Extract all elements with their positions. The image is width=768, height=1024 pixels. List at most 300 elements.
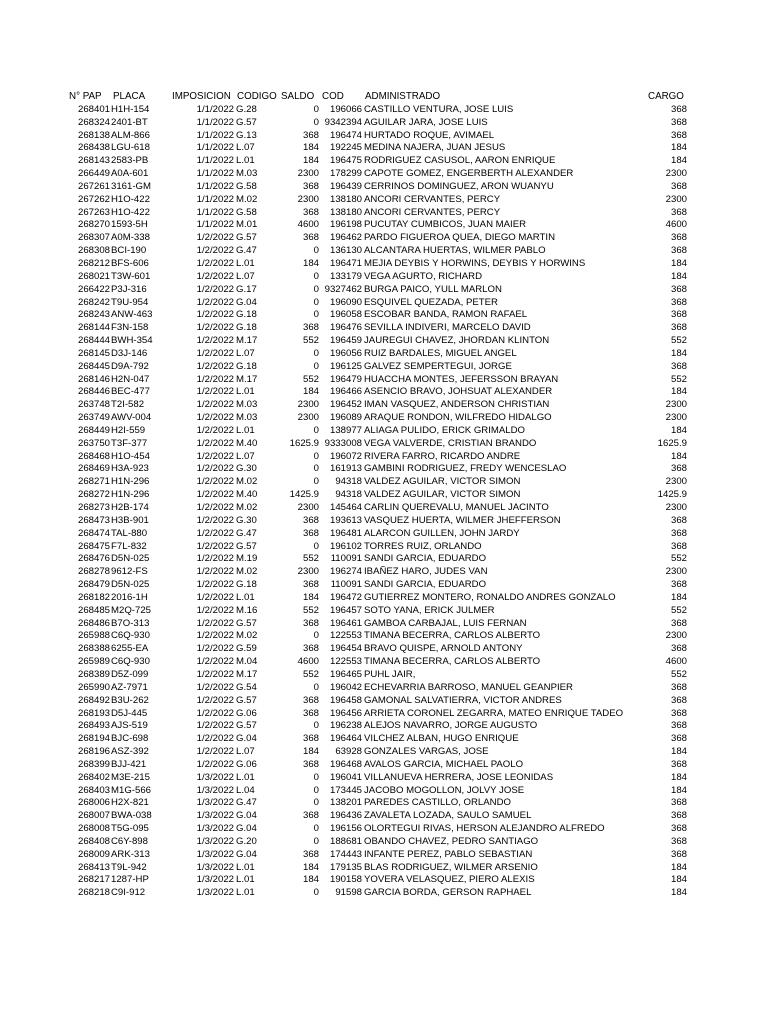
- cell-placa: T5G-095: [111, 823, 149, 835]
- cell-placa: F7L-832: [111, 540, 147, 552]
- cell-saldo: 0: [313, 771, 319, 783]
- cell-placa: T9L-942: [111, 861, 147, 873]
- cell-placa: H1O-422: [111, 206, 150, 218]
- cell-npap: 268399: [77, 758, 110, 770]
- cell-imposicion: 1/2/2022: [196, 283, 234, 295]
- cell-placa: H2X-821: [111, 797, 149, 809]
- cell-cargo: 184: [670, 591, 687, 603]
- cell-administrado: IBAÑEZ HARO, JUDES VAN: [364, 566, 488, 578]
- cell-npap: 268308: [77, 245, 110, 257]
- cell-npap: 268493: [77, 720, 110, 732]
- cell-codigo: M.03: [236, 412, 258, 424]
- cell-administrado: GARCIA BORDA, GERSON RAPHAEL: [364, 887, 532, 899]
- cell-cargo: 184: [670, 257, 687, 269]
- table-row: [0, 579, 768, 592]
- cell-saldo: 368: [302, 206, 319, 218]
- cell-codigo: M.02: [236, 476, 258, 488]
- cell-saldo: 0: [313, 103, 319, 115]
- cell-imposicion: 1/1/2022: [196, 219, 234, 231]
- cell-administrado: BLAS RODRIGUEZ, WILMER ARSENIO: [364, 861, 538, 873]
- cell-administrado: ALARCON GUILLEN, JOHN JARDY: [364, 527, 520, 539]
- cell-placa: H2N-047: [111, 373, 150, 385]
- cell-placa: 1287-HP: [111, 874, 149, 886]
- cell-npap: 267263: [77, 206, 110, 218]
- cell-placa: H1N-296: [111, 489, 150, 501]
- cell-npap: 268475: [77, 540, 110, 552]
- cell-saldo: 2300: [297, 502, 319, 513]
- cell-npap: 268413: [77, 861, 110, 873]
- cell-administrado: YOVERA VELASQUEZ, PIERO ALEXIS: [364, 874, 535, 886]
- cell-npap: 268273: [77, 502, 110, 513]
- cell-codigo: G.20: [236, 835, 257, 847]
- cell-saldo: 0: [313, 309, 319, 321]
- cell-codigo: M.04: [236, 656, 258, 668]
- cell-cargo: 184: [670, 386, 687, 398]
- table-row: [0, 245, 768, 258]
- table-row: [0, 887, 768, 900]
- cell-codigo: G.57: [236, 540, 257, 552]
- cell-administrado: VEGA VALVERDE, CRISTIAN BRANDO: [364, 437, 537, 449]
- table-row: [0, 117, 768, 130]
- cell-saldo: 184: [302, 386, 319, 398]
- cell-placa: BCI-190: [111, 245, 147, 257]
- cell-cod: 196452: [329, 399, 362, 411]
- cell-placa: C9I-912: [111, 887, 146, 899]
- cell-imposicion: 1/2/2022: [196, 463, 234, 475]
- cell-imposicion: 1/2/2022: [196, 450, 234, 462]
- cell-npap: 268402: [77, 771, 110, 783]
- cell-cod: 196274: [329, 566, 362, 578]
- cell-npap: 268469: [77, 463, 110, 475]
- cell-administrado: TIMANA BECERRA, CARLOS ALBERTO: [364, 630, 541, 642]
- cell-cod: 196471: [329, 257, 362, 269]
- cell-cod: 196457: [329, 604, 362, 616]
- cell-saldo: 0: [313, 797, 319, 809]
- cell-cod: 122553: [329, 630, 362, 642]
- cell-imposicion: 1/2/2022: [196, 733, 234, 745]
- cell-imposicion: 1/2/2022: [196, 617, 234, 629]
- cell-placa: 2401-BT: [111, 116, 148, 128]
- cell-administrado: AGUILAR JARA, JOSE LUIS: [364, 116, 488, 128]
- cell-codigo: G.04: [236, 848, 257, 860]
- cell-cargo: 368: [670, 823, 687, 835]
- table-row: [0, 451, 768, 464]
- cell-cod: 138180: [329, 206, 362, 218]
- cell-cargo: 368: [670, 733, 687, 745]
- cell-npap: 268272: [77, 489, 110, 501]
- cell-administrado: OLORTEGUI RIVAS, HERSON ALEJANDRO ALFREDO: [364, 823, 605, 835]
- cell-cargo: 368: [670, 360, 687, 372]
- cell-cargo: 184: [670, 746, 687, 758]
- cell-npap: 268474: [77, 527, 110, 539]
- cell-npap: 268307: [77, 232, 110, 244]
- cell-cod: 196481: [329, 527, 362, 539]
- table-row: [0, 232, 768, 245]
- cell-cargo: 2300: [665, 566, 687, 578]
- cell-cod: 9327462: [324, 283, 362, 295]
- cell-administrado: ARRIETA CORONEL ZEGARRA, MATEO ENRIQUE TADEO: [364, 707, 624, 719]
- cell-placa: D9A-792: [111, 360, 149, 372]
- cell-imposicion: 1/2/2022: [196, 502, 234, 513]
- cell-administrado: MEJIA DEYBIS Y HORWINS, DEYBIS Y HORWINS: [364, 257, 586, 269]
- table-row: [0, 361, 768, 374]
- cell-saldo: 0: [313, 887, 319, 899]
- cell-cargo: 2300: [665, 193, 687, 205]
- cell-npap: 265988: [77, 630, 110, 642]
- cell-cargo: 552: [670, 553, 687, 565]
- cell-npap: 268144: [77, 322, 110, 334]
- cell-cargo: 2300: [665, 630, 687, 642]
- table-row: [0, 297, 768, 310]
- cell-cargo: 4600: [665, 219, 687, 231]
- cell-placa: 6255-EA: [111, 643, 149, 655]
- table-row: [0, 630, 768, 643]
- cell-cargo: 184: [670, 450, 687, 462]
- cell-npap: 265989: [77, 656, 110, 668]
- cell-codigo: G.18: [236, 309, 257, 321]
- cell-saldo: 0: [313, 823, 319, 835]
- cell-imposicion: 1/1/2022: [196, 168, 234, 180]
- cell-codigo: M.16: [236, 604, 258, 616]
- cell-imposicion: 1/2/2022: [196, 347, 234, 359]
- cell-imposicion: 1/2/2022: [196, 707, 234, 719]
- cell-imposicion: 1/2/2022: [196, 386, 234, 398]
- cell-placa: D5Z-099: [111, 668, 149, 680]
- cell-saldo: 1625.9: [289, 437, 319, 449]
- cell-administrado: SOTO YANA, ERICK JULMER: [364, 604, 495, 616]
- cell-npap: 268449: [77, 424, 110, 436]
- cell-cod: 196456: [329, 707, 362, 719]
- cell-codigo: L.01: [236, 874, 255, 886]
- cell-administrado: TIMANA BECERRA, CARLOS ALBERTO: [364, 656, 541, 668]
- table-row: [0, 797, 768, 810]
- cell-cod: 196436: [329, 810, 362, 822]
- cell-imposicion: 1/1/2022: [196, 155, 234, 167]
- cell-cargo: 184: [670, 784, 687, 796]
- cell-npap: 268438: [77, 142, 110, 154]
- cell-administrado: ALIAGA PULIDO, ERICK GRIMALDO: [364, 424, 526, 436]
- cell-cargo: 368: [670, 643, 687, 655]
- cell-cod: 196459: [329, 335, 362, 347]
- cell-placa: B3U-262: [111, 694, 149, 706]
- cell-cargo: 368: [670, 797, 687, 809]
- cell-placa: T9U-954: [111, 296, 149, 308]
- cell-saldo: 368: [302, 707, 319, 719]
- cell-imposicion: 1/3/2022: [196, 835, 234, 847]
- cell-codigo: G.57: [236, 720, 257, 732]
- cell-imposicion: 1/2/2022: [196, 373, 234, 385]
- cell-cod: 196198: [329, 219, 362, 231]
- cell-cargo: 184: [670, 861, 687, 873]
- cell-cargo: 2300: [665, 476, 687, 488]
- cell-cargo: 368: [670, 527, 687, 539]
- cell-cargo: 368: [670, 283, 687, 295]
- cell-saldo: 368: [302, 848, 319, 860]
- cell-cargo: 2300: [665, 502, 687, 513]
- cell-cod: 196125: [329, 360, 362, 372]
- header-npap: N° PAP: [69, 91, 102, 102]
- cell-placa: M1G-566: [111, 784, 151, 796]
- cell-cargo: 368: [670, 848, 687, 860]
- cell-cod: 174443: [329, 848, 362, 860]
- cell-administrado: GALVEZ SEMPERTEGUI, JORGE: [364, 360, 512, 372]
- cell-imposicion: 1/2/2022: [196, 399, 234, 411]
- cell-cargo: 2300: [665, 412, 687, 424]
- cell-imposicion: 1/2/2022: [196, 579, 234, 591]
- cell-administrado: HUACCHA MONTES, JEFERSSON BRAYAN: [364, 373, 559, 385]
- table-row: [0, 207, 768, 220]
- cell-placa: H1O-454: [111, 450, 150, 462]
- cell-codigo: M.17: [236, 668, 258, 680]
- cell-imposicion: 1/2/2022: [196, 758, 234, 770]
- cell-placa: BFS-606: [111, 257, 149, 269]
- cell-placa: H1N-296: [111, 476, 150, 488]
- cell-codigo: M.40: [236, 489, 258, 501]
- cell-administrado: VASQUEZ HUERTA, WILMER JHEFFERSON: [364, 514, 561, 526]
- cell-imposicion: 1/3/2022: [196, 887, 234, 899]
- cell-codigo: G.57: [236, 694, 257, 706]
- table-row: [0, 823, 768, 836]
- cell-placa: H3B-901: [111, 514, 149, 526]
- cell-npap: 268194: [77, 733, 110, 745]
- cell-administrado: INFANTE PEREZ, PABLO SEBASTIAN: [364, 848, 533, 860]
- cell-saldo: 4600: [297, 219, 319, 231]
- cell-imposicion: 1/1/2022: [196, 129, 234, 141]
- cell-saldo: 0: [313, 720, 319, 732]
- cell-imposicion: 1/2/2022: [196, 309, 234, 321]
- cell-codigo: G.58: [236, 180, 257, 192]
- cell-imposicion: 1/3/2022: [196, 797, 234, 809]
- cell-imposicion: 1/3/2022: [196, 771, 234, 783]
- cell-imposicion: 1/2/2022: [196, 527, 234, 539]
- cell-administrado: VILLANUEVA HERRERA, JOSE LEONIDAS: [364, 771, 554, 783]
- cell-administrado: JAUREGUI CHAVEZ, JHORDAN KLINTON: [364, 335, 550, 347]
- cell-npap: 268446: [77, 386, 110, 398]
- cell-placa: 3161-GM: [111, 180, 151, 192]
- cell-codigo: G.06: [236, 707, 257, 719]
- table-row: [0, 284, 768, 297]
- cell-placa: AZ-7971: [111, 681, 148, 693]
- table-row: [0, 155, 768, 168]
- cell-administrado: RUIZ BARDALES, MIGUEL ANGEL: [364, 347, 517, 359]
- cell-saldo: 0: [313, 630, 319, 642]
- cell-administrado: ARAQUE RONDON, WILFREDO HIDALGO: [364, 412, 552, 424]
- cell-npap: 267262: [77, 193, 110, 205]
- table-row: [0, 271, 768, 284]
- cell-imposicion: 1/3/2022: [196, 861, 234, 873]
- cell-npap: 268242: [77, 296, 110, 308]
- cell-saldo: 0: [313, 476, 319, 488]
- cell-cod: 196475: [329, 155, 362, 167]
- cell-npap: 268408: [77, 835, 110, 847]
- cell-administrado: SANDI GARCIA, EDUARDO: [364, 579, 487, 591]
- cell-codigo: L.01: [236, 861, 255, 873]
- cell-imposicion: 1/3/2022: [196, 810, 234, 822]
- cell-cargo: 368: [670, 309, 687, 321]
- cell-saldo: 0: [313, 296, 319, 308]
- cell-cargo: 552: [670, 373, 687, 385]
- table-row: [0, 720, 768, 733]
- cell-placa: 1593-5H: [111, 219, 148, 231]
- cell-cargo: 184: [670, 874, 687, 886]
- cell-imposicion: 1/1/2022: [196, 180, 234, 192]
- cell-imposicion: 1/2/2022: [196, 514, 234, 526]
- cell-saldo: 1425.9: [289, 489, 319, 501]
- cell-placa: BJJ-421: [111, 758, 147, 770]
- cell-administrado: TORRES RUIZ, ORLANDO: [364, 540, 482, 552]
- cell-cod: 173445: [329, 784, 362, 796]
- table-row: [0, 605, 768, 618]
- cell-administrado: PUCUTAY CUMBICOS, JUAN MAIER: [364, 219, 527, 231]
- cell-npap: 268324: [77, 116, 110, 128]
- cell-cod: 196056: [329, 347, 362, 359]
- table-row: [0, 438, 768, 451]
- cell-administrado: CERRINOS DOMINGUEZ, ARON WUANYU: [364, 180, 554, 192]
- cell-placa: C6Y-898: [111, 835, 148, 847]
- cell-codigo: L.01: [236, 257, 255, 269]
- cell-saldo: 368: [302, 527, 319, 539]
- cell-administrado: ALEJOS NAVARRO, JORGE AUGUSTO: [364, 720, 538, 732]
- cell-cod: 196238: [329, 720, 362, 732]
- table-row: [0, 862, 768, 875]
- cell-codigo: G.58: [236, 206, 257, 218]
- cell-placa: BJC-698: [111, 733, 149, 745]
- cell-placa: D5N-025: [111, 553, 150, 565]
- cell-cargo: 368: [670, 617, 687, 629]
- cell-saldo: 368: [302, 579, 319, 591]
- cell-saldo: 2300: [297, 566, 319, 578]
- cell-codigo: G.04: [236, 823, 257, 835]
- cell-administrado: AVALOS GARCIA, MICHAEL PAOLO: [364, 758, 524, 770]
- cell-cargo: 368: [670, 835, 687, 847]
- cell-codigo: G.59: [236, 643, 257, 655]
- cell-saldo: 0: [313, 463, 319, 475]
- cell-administrado: SEVILLA INDIVERI, MARCELO DAVID: [364, 322, 531, 334]
- header-administrado: ADMINISTRADO: [365, 91, 441, 102]
- cell-saldo: 368: [302, 810, 319, 822]
- cell-placa: LGU-618: [111, 142, 150, 154]
- cell-npap: 268006: [77, 797, 110, 809]
- table-row: [0, 425, 768, 438]
- cell-imposicion: 1/3/2022: [196, 874, 234, 886]
- cell-npap: 268218: [77, 887, 110, 899]
- cell-cod: 190158: [329, 874, 362, 886]
- cell-cargo: 368: [670, 245, 687, 257]
- cell-npap: 265990: [77, 681, 110, 693]
- cell-saldo: 2300: [297, 193, 319, 205]
- cell-npap: 268143: [77, 155, 110, 167]
- cell-administrado: CARLIN QUEREVALU, MANUEL JACINTO: [364, 502, 549, 513]
- cell-cod: 196466: [329, 386, 362, 398]
- cell-imposicion: 1/2/2022: [196, 424, 234, 436]
- table-row: [0, 309, 768, 322]
- table-row: [0, 746, 768, 759]
- cell-saldo: 184: [302, 874, 319, 886]
- cell-cod: 161913: [329, 463, 362, 475]
- cell-cod: 196464: [329, 733, 362, 745]
- cell-imposicion: 1/2/2022: [196, 437, 234, 449]
- cell-placa: C6Q-930: [111, 656, 150, 668]
- cell-npap: 268473: [77, 514, 110, 526]
- cell-administrado: BRAVO QUISPE, ARNOLD ANTONY: [364, 643, 523, 655]
- table-row: [0, 502, 768, 515]
- cell-placa: H2B-174: [111, 502, 149, 513]
- table-row: [0, 836, 768, 849]
- cell-cod: 196454: [329, 643, 362, 655]
- cell-administrado: VILCHEZ ALBAN, HUGO ENRIQUE: [364, 733, 519, 745]
- cell-cargo: 368: [670, 707, 687, 719]
- cell-administrado: GAMBINI RODRIGUEZ, FREDY WENCESLAO: [364, 463, 567, 475]
- header-placa: PLACA: [113, 91, 146, 102]
- cell-npap: 268468: [77, 450, 110, 462]
- cell-placa: ASZ-392: [111, 746, 149, 758]
- cell-npap: 268146: [77, 373, 110, 385]
- cell-npap: 268445: [77, 360, 110, 372]
- cell-imposicion: 1/3/2022: [196, 784, 234, 796]
- table-row: [0, 874, 768, 887]
- cell-saldo: 0: [313, 116, 319, 128]
- cell-administrado: JACOBO MOGOLLON, JOLVY JOSE: [364, 784, 525, 796]
- cell-cod: 196042: [329, 681, 362, 693]
- cell-imposicion: 1/2/2022: [196, 656, 234, 668]
- cell-administrado: GAMONAL SALVATIERRA, VICTOR ANDRES: [364, 694, 562, 706]
- cell-placa: H1O-422: [111, 193, 150, 205]
- cell-saldo: 368: [302, 733, 319, 745]
- cell-saldo: 0: [313, 424, 319, 436]
- cell-saldo: 0: [313, 450, 319, 462]
- table-row: [0, 566, 768, 579]
- cell-cargo: 368: [670, 540, 687, 552]
- cell-cargo: 184: [670, 155, 687, 167]
- cell-imposicion: 1/2/2022: [196, 489, 234, 501]
- cell-cargo: 184: [670, 270, 687, 282]
- cell-npap: 268182: [77, 591, 110, 603]
- cell-administrado: PARDO FIGUEROA QUEA, DIEGO MARTIN: [364, 232, 556, 244]
- cell-npap: 268008: [77, 823, 110, 835]
- table-row: [0, 669, 768, 682]
- cell-codigo: G.17: [236, 283, 257, 295]
- cell-cargo: 552: [670, 604, 687, 616]
- cell-cod: 196472: [329, 591, 362, 603]
- cell-cod: 196474: [329, 129, 362, 141]
- table-row: [0, 219, 768, 232]
- cell-imposicion: 1/2/2022: [196, 681, 234, 693]
- cell-npap: 268278: [77, 566, 110, 578]
- cell-administrado: ASENCIO BRAVO, JOHSUAT ALEXANDER: [364, 386, 553, 398]
- cell-codigo: G.30: [236, 514, 257, 526]
- cell-placa: 2583-PB: [111, 155, 149, 167]
- cell-codigo: L.07: [236, 450, 255, 462]
- table-row: [0, 541, 768, 554]
- cell-cargo: 184: [670, 142, 687, 154]
- cell-cargo: 552: [670, 668, 687, 680]
- header-cod: COD: [322, 91, 344, 102]
- cell-codigo: G.13: [236, 129, 257, 141]
- cell-cargo: 2300: [665, 168, 687, 180]
- cell-saldo: 0: [313, 835, 319, 847]
- cell-saldo: 0: [313, 347, 319, 359]
- cell-placa: ALM-866: [111, 129, 150, 141]
- cell-cargo: 368: [670, 681, 687, 693]
- table-row: [0, 708, 768, 721]
- table-row: [0, 489, 768, 502]
- cell-imposicion: 1/1/2022: [196, 142, 234, 154]
- cell-npap: 268444: [77, 335, 110, 347]
- table-row: [0, 476, 768, 489]
- cell-cod: 196439: [329, 180, 362, 192]
- cell-cod: 9333008: [324, 437, 362, 449]
- cell-codigo: G.54: [236, 681, 257, 693]
